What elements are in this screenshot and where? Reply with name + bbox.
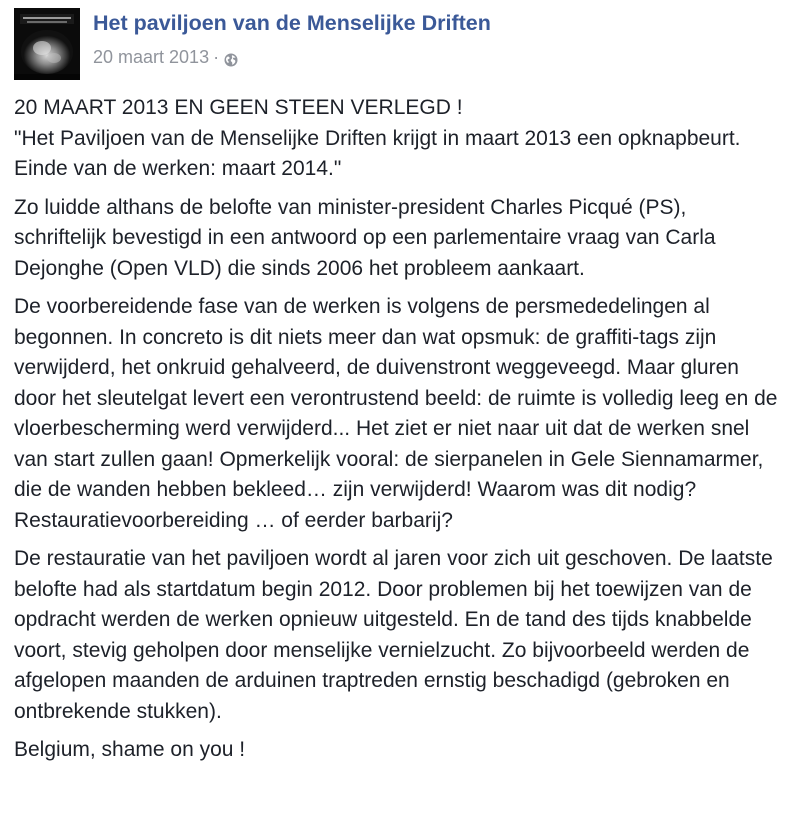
page-avatar[interactable] — [14, 8, 80, 80]
post-paragraph: De restauratie van het paviljoen wordt al jaren voor zich uit geschoven. De laatste belofte had als startdatum begin 2012. Door problemen bij het toewijzen van de opdracht werden de werken opnieuw uitgesteld. En de tand des tijds knabbelde voort, stevig geholpen door menselijke vernielzucht. Zo bijvoorbeeld werden de afgelopen maanden de arduinen traptreden ernstig beschadigd (gebroken en ontbrekende stukken). — [14, 547, 773, 723]
post-paragraph: De voorbereidende fase van de werken is volgens de persmededelingen al begonnen. In concreto is dit niets meer dan wat opsmuk: de graffiti-tags zijn verwijderd, het onkruid gehalveerd, de duivenstront weggeveegd. Maar gluren door het sleutelgat levert een verontrustend beeld: de ruimte is volledig leeg en de vloerbescherming werd verwijderd... Het ziet er niet naar uit dat de werken snel van start zullen gaan! Opmerkelijk vooral: de sierpanelen in Gele Siennamarmer, die de wanden hebben bekleed… zijn verwijderd! Waarom was dit nodig? Restauratievoorbereiding … of eerder barbarij? — [14, 295, 778, 532]
post-paragraph: Zo luidde althans de belofte van minister-president Charles Picqué (PS), schriftelijk bevestigd in een antwoord op een parlementaire vraag van Carla Dejonghe (Open VLD) die sinds 2006 het probleem aankaart. — [14, 195, 716, 280]
globe-icon[interactable] — [223, 52, 239, 68]
page-name-link[interactable]: Het paviljoen van de Menselijke Driften — [93, 11, 491, 35]
post-paragraph — [14, 93, 784, 185]
post-paragraph: Belgium, shame on you ! — [14, 738, 246, 761]
post-headline: 20 MAART 2013 EN GEEN STEEN VERLEGD ! — [14, 96, 463, 119]
post-date[interactable]: 20 maart 2013 — [93, 46, 210, 67]
post-body — [14, 93, 784, 774]
post-meta — [93, 46, 239, 68]
avatar-image — [14, 8, 80, 80]
meta-separator: · — [213, 46, 220, 67]
post-header — [14, 8, 784, 84]
post-quote: "Het Paviljoen van de Menselijke Driften krijgt in maart 2013 een opknapbeurt. Einde van de werken: maart 2014." — [14, 126, 741, 180]
